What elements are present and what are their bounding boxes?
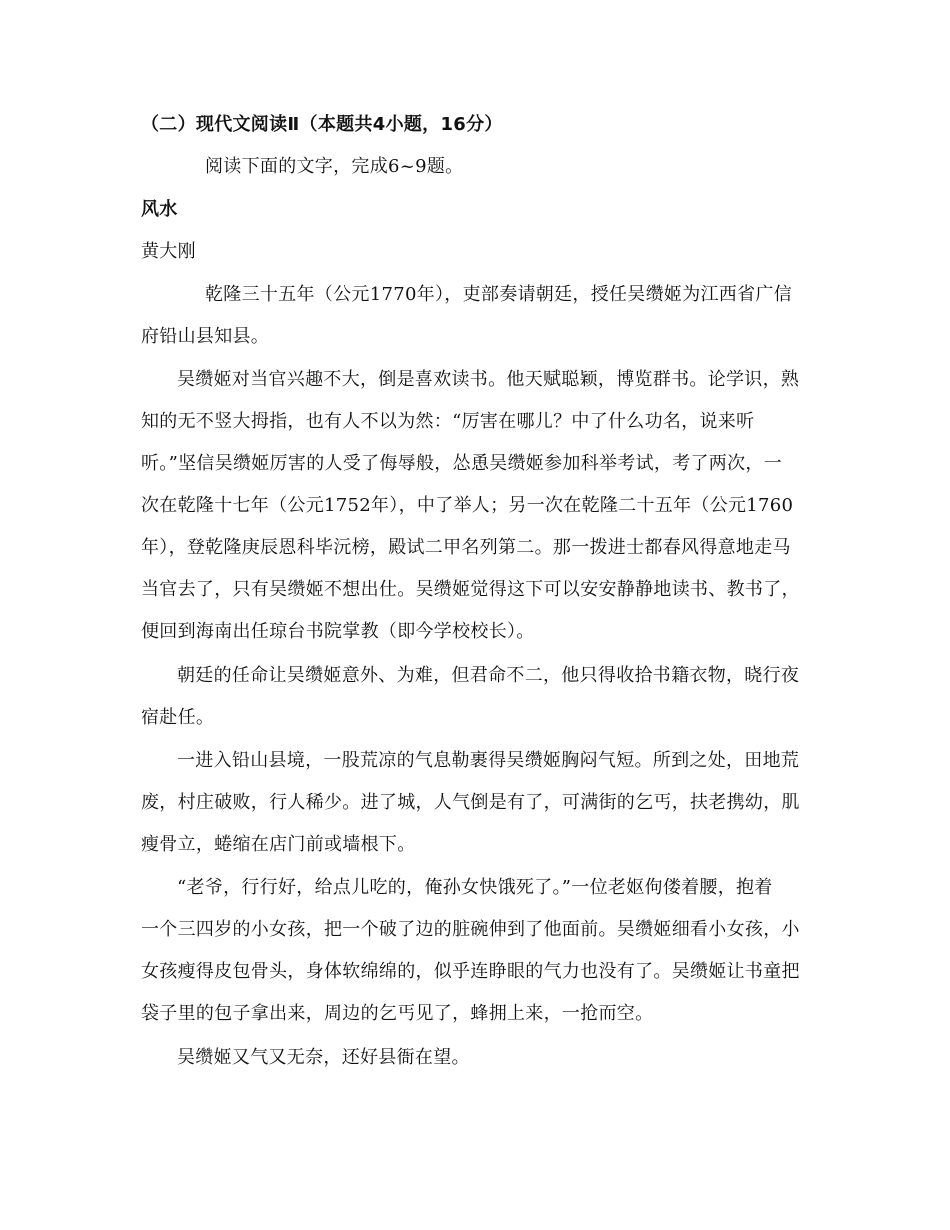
instruction-text: 阅读下面的文字，完成6~9题。 — [205, 156, 464, 177]
paragraph-line: 一进入铅山县境，一股荒凉的气息勒裹得吴缵姬胸闷气短。所到之处，田地荒 — [177, 750, 800, 771]
paragraph-line: 吴缵姬对当官兴趣不大，倒是喜欢读书。他天赋聪颖，博览群书。论学识，熟 — [177, 369, 800, 390]
paragraph-line: 朝廷的任命让吴缵姬意外、为难，但君命不二，他只得收拾书籍衣物，晓行夜 — [177, 665, 800, 686]
story-title-text: 风水 — [141, 199, 178, 220]
paragraph-line: 便回到海南出任琼台书院掌教（即今学校校长）。 — [141, 621, 535, 642]
section-heading — [141, 104, 813, 146]
paragraph-line: 女孩瘦得皮包骨头，身体软绵绵的，似乎连睁眼的气力也没有了。吴缵姬让书童把 — [141, 961, 800, 982]
paragraph-line: 一个三四岁的小女孩，把一个破了边的脏碗伸到了他面前。吴缵姬细看小女孩，小 — [141, 919, 800, 940]
paragraph-6 — [141, 1037, 813, 1079]
paragraph-line: 府铅山县知县。 — [141, 326, 270, 347]
paragraph-line: 吴缵姬又气又无奈，还好县衙在望。 — [177, 1047, 470, 1068]
paragraph-line: 废，村庄破败，行人稀少。进了城，人气倒是有了，可满街的乞丐，扶老携幼，肌 — [141, 792, 800, 813]
story-title — [141, 189, 813, 231]
paragraph-1 — [141, 274, 813, 358]
instruction — [141, 146, 813, 188]
section-heading-text: （二）现代文阅读Ⅱ（本题共4小题，16分） — [141, 114, 503, 135]
paragraph-5 — [141, 867, 813, 1035]
paragraph-line: 次在乾隆十七年（公元1752年），中了举人；另一次在乾隆二十五年（公元1760 — [141, 495, 794, 516]
paragraph-4 — [141, 740, 813, 866]
paragraph-3 — [141, 655, 813, 739]
paragraph-line: 听。”坚信吴缵姬厉害的人受了侮辱般，怂恿吴缵姬参加科举考试，考了两次，一 — [141, 453, 782, 474]
paragraph-line: 乾隆三十五年（公元1770年），吏部奏请朝廷，授任吴缵姬为江西省广信 — [205, 284, 793, 305]
author — [141, 231, 813, 273]
author-text: 黄大刚 — [141, 241, 196, 262]
paragraph-line: “老爷，行行好，给点儿吃的，俺孙女快饿死了。”一位老妪佝偻着腰，抱着 — [177, 877, 773, 898]
paragraph-line: 瘦骨立，蜷缩在店门前或墙根下。 — [141, 834, 416, 855]
paragraph-line: 当官去了，只有吴缵姬不想出仕。吴缵姬觉得这下可以安安静静地读书、教书了， — [141, 579, 800, 600]
paragraph-line: 知的无不竖大拇指，也有人不以为然：“厉害在哪儿？中了什么功名，说来听 — [141, 411, 755, 432]
paragraph-2 — [141, 359, 813, 653]
paragraph-line: 袋子里的包子拿出来，周边的乞丐见了，蜂拥上来，一抢而空。 — [141, 1003, 654, 1024]
paragraph-line: 宿赴任。 — [141, 707, 215, 728]
paragraph-line: 年），登乾隆庚辰恩科毕沅榜，殿试二甲名列第二。那一拨进士都春风得意地走马 — [141, 537, 791, 558]
